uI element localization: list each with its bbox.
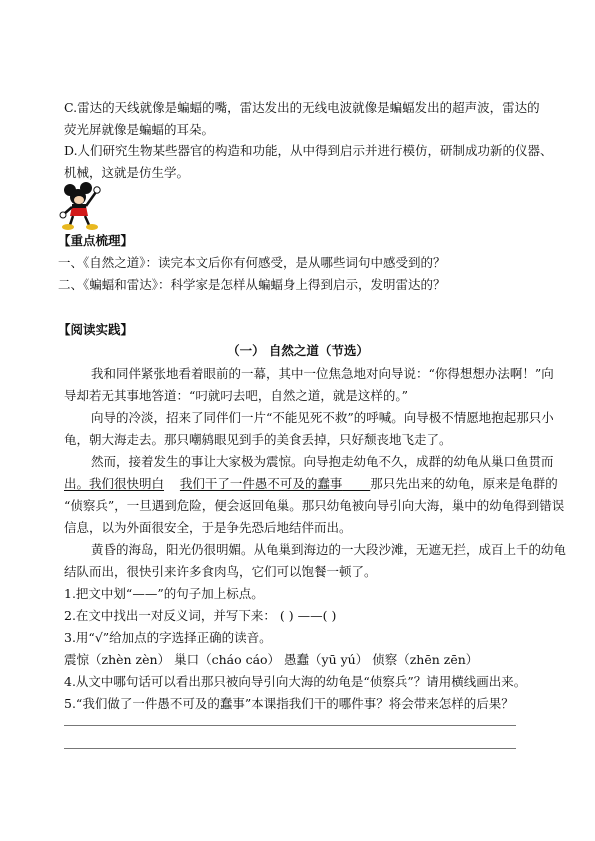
- option-d-line-1: D.人们研究生物某些器官的构造和功能，从中得到启示并进行模仿，研制成功新的仪器、: [64, 143, 553, 158]
- passage-title: （一） 自然之道（节选）: [227, 343, 369, 358]
- passage-para-2-line-2: 龟，朝大海走去。那只嘲鸫眼见到手的美食丢掉，只好颓丧地飞走了。: [64, 432, 452, 447]
- review-question-1: 一、《自然之道》：读完本文后你有何感受，是从哪些词句中感受到的？: [58, 255, 446, 270]
- question-1: 1.把文中划“——”的句子加上标点。: [64, 586, 264, 601]
- cartoon-mouse-icon: [58, 182, 102, 230]
- review-question-2: 二、《蝙蝠和雷达》：科学家是怎样从蝙蝠身上得到启示，发明雷达的？: [58, 277, 446, 292]
- question-3: 3.用“√”给加点的字选择正确的读音。: [64, 630, 272, 645]
- passage-para-3-line-2: [64, 475, 558, 493]
- passage-para-4-line-2: 结队而出，很快引来许多食肉鸟，它们可以饱餐一顿了。: [64, 564, 377, 579]
- passage-para-3-line-1: 然而，接着发生的事让大家极为震惊。向导抱走幼龟不久，成群的幼龟从巢口鱼贯而: [91, 454, 554, 469]
- question-2: 2.在文中找出一对反义词，并写下来： ( ) ——( ): [64, 608, 337, 623]
- answer-line-2[interactable]: [64, 748, 516, 749]
- passage-para-2-line-1: 向导的冷淡，招来了同伴们一片“不能见死不救”的呼喊。向导极不情愿地抱起那只小: [91, 410, 554, 425]
- question-5: 5.“我们做了一件愚不可及的蠢事”本课指我们干的哪件事？将会带来怎样的后果？: [64, 696, 514, 711]
- practice-heading: 【阅读实践】: [58, 322, 134, 337]
- option-c-line-2: 荧光屏就像是蝙蝠的耳朵。: [64, 122, 215, 137]
- underlined-sentence: 我们干了一件愚不可及的蠢事: [179, 476, 343, 491]
- passage-para-4-line-1: 黄昏的海岛，阳光仍很明媚。从龟巢到海边的一大段沙滩，无遮无拦，成百上千的幼龟: [91, 542, 567, 557]
- option-d-line-2: 机械，这就是仿生学。: [64, 165, 190, 180]
- passage-para-1-line-1: 我和同伴紧张地看着眼前的一幕，其中一位焦急地对向导说：“你得想想办法啊！”向: [91, 366, 554, 381]
- question-4: 4.从文中哪句话可以看出那只被向导引向大海的幼龟是“侦察兵”？请用横线画出来。: [64, 674, 527, 689]
- underlined-sentence-start: 出。我们很快明白: [64, 476, 165, 491]
- answer-line-1[interactable]: [64, 725, 516, 726]
- review-heading: 【重点梳理】: [58, 233, 134, 248]
- passage-para-3-line-3: “侦察兵”，一旦遇到危险，便会返回龟巢。那只幼龟被向导引向大海，巢中的幼龟得到错误: [64, 498, 565, 513]
- passage-para-1-line-2: 导却若无其事地答道：“叼就叼去吧，自然之道，就是这样的。”: [64, 388, 409, 403]
- passage-para-3-line-4: 信息，以为外面很安全，于是争先恐后地结伴而出。: [64, 520, 352, 535]
- sentence-continuation: 那只先出来的幼龟，原来是龟群的: [370, 476, 558, 491]
- question-3-words: 震惊（zhèn zèn） 巢口（cháo cáo） 愚蠢（yū yú） 侦察（zhēn zēn）: [64, 652, 479, 667]
- option-c-line-1: C.雷达的天线就像是蝙蝠的嘴，雷达发出的无线电波就像是蝙蝠发出的超声波，雷达的: [64, 100, 540, 115]
